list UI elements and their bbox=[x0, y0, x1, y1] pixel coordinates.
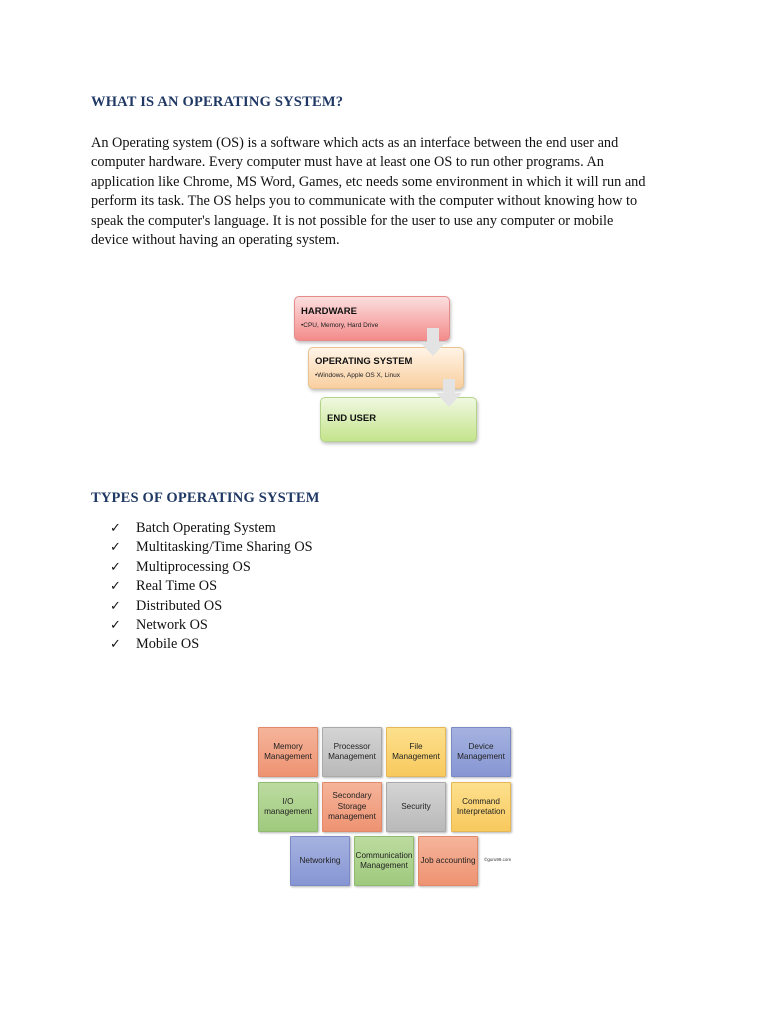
os-types-list bbox=[110, 519, 313, 655]
hardware-title: HARDWARE bbox=[301, 306, 357, 317]
watermark-text: ©guru99.com bbox=[484, 857, 512, 862]
tile-device-management: Device Management bbox=[451, 727, 511, 777]
tile-io-management: I/O management bbox=[258, 782, 318, 832]
paragraph-line: An Operating system (OS) is a software which acts as an interface between the end user and bbox=[91, 135, 619, 151]
tile-memory-management: Memory Management bbox=[258, 727, 318, 777]
list-item bbox=[110, 558, 313, 577]
checkmark-icon: ✓ bbox=[110, 598, 121, 614]
section-heading-types: TYPES OF OPERATING SYSTEM bbox=[91, 490, 320, 506]
paragraph-line: computer hardware. Every computer must have at least one OS to run other programs. An bbox=[91, 154, 604, 171]
tile-communication-management: Communication Management bbox=[354, 836, 414, 886]
list-item bbox=[110, 519, 313, 538]
list-item bbox=[110, 577, 313, 596]
list-item-label: Batch Operating System bbox=[136, 520, 276, 536]
list-item bbox=[110, 597, 313, 616]
os-layers-diagram bbox=[292, 295, 482, 445]
checkmark-icon: ✓ bbox=[110, 559, 121, 575]
tile-networking: Networking bbox=[290, 836, 350, 886]
checkmark-icon: ✓ bbox=[110, 617, 121, 633]
list-item-label: Network OS bbox=[136, 616, 208, 633]
paragraph-line: perform its task. The OS helps you to communicate with the computer without knowing how to bbox=[91, 193, 638, 210]
os-functions-diagram bbox=[256, 725, 516, 889]
checkmark-icon: ✓ bbox=[110, 540, 121, 556]
os-subtitle: •Windows, Apple OS X, Linux bbox=[315, 372, 401, 379]
intro-paragraph bbox=[91, 134, 691, 250]
list-item bbox=[110, 538, 313, 557]
tile-command-interpretation: Command Interpretation bbox=[451, 782, 511, 832]
tile-file-management: File Management bbox=[386, 727, 446, 777]
paragraph-line: device without having an operating system. bbox=[91, 232, 340, 249]
end-user-title: END USER bbox=[327, 413, 377, 424]
os-title: OPERATING SYSTEM bbox=[315, 356, 413, 367]
list-item-label: Multiprocessing OS bbox=[136, 558, 251, 575]
checkmark-icon: ✓ bbox=[110, 521, 121, 536]
list-item-label: Multitasking/Time Sharing OS bbox=[136, 539, 313, 556]
hardware-subtitle: •CPU, Memory, Hard Drive bbox=[301, 322, 379, 329]
section-heading-what-is-os: WHAT IS AN OPERATING SYSTEM? bbox=[91, 94, 344, 110]
tile-processor-management: Processor Management bbox=[322, 727, 382, 777]
tile-security: Security bbox=[386, 782, 446, 832]
paragraph-line: speak the computer's language. It is not possible for the user to use any computer or mobile bbox=[91, 212, 614, 229]
tile-job-accounting: Job accounting bbox=[418, 836, 478, 886]
tile-secondary-storage-management: Secondary Storage management bbox=[322, 782, 382, 832]
list-item-label: Real Time OS bbox=[136, 578, 218, 595]
list-item bbox=[110, 616, 313, 635]
list-item bbox=[110, 635, 313, 654]
paragraph-line: application like Chrome, MS Word, Games, etc needs some environment in which it will run and bbox=[91, 173, 646, 190]
checkmark-icon: ✓ bbox=[110, 579, 121, 595]
checkmark-icon: ✓ bbox=[110, 637, 121, 653]
list-item-label: Distributed OS bbox=[136, 597, 223, 614]
list-item-label: Mobile OS bbox=[136, 636, 200, 653]
